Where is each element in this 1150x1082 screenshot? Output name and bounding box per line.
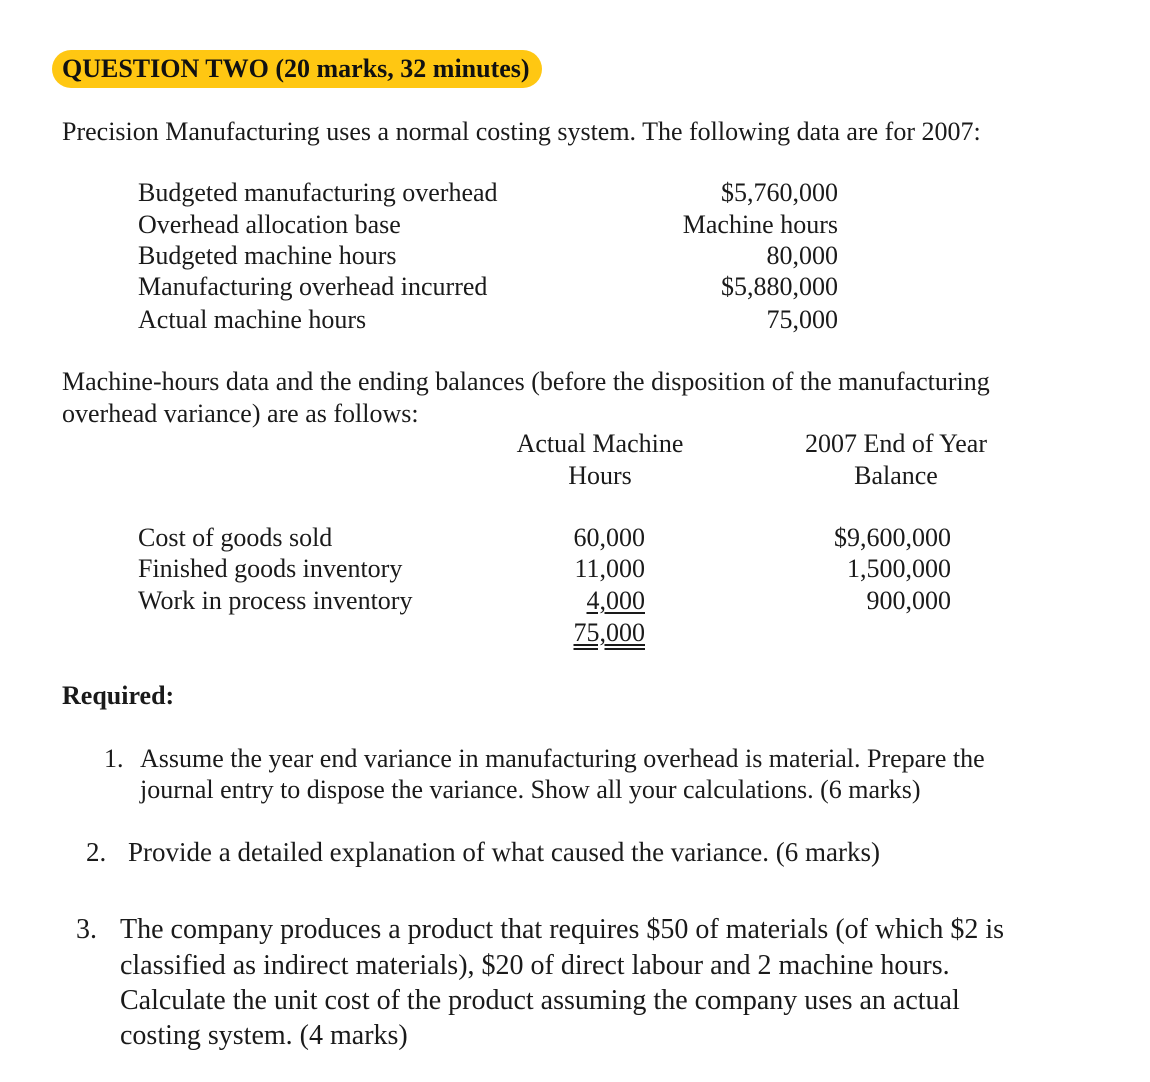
question-3-line3: Calculate the unit cost of the product assuming the company uses an actual xyxy=(120,985,960,1016)
table-row-balance-1: 1,500,000 xyxy=(847,554,951,583)
table-row-balance-0: $9,600,000 xyxy=(834,523,951,552)
question-heading: QUESTION TWO (20 marks, 32 minutes) xyxy=(52,50,542,88)
col-header-hours-line1: Actual Machine xyxy=(516,429,684,458)
col-header-balance-line1: 2007 End of Year xyxy=(805,429,987,458)
col-header-balance-line2: Balance xyxy=(854,461,938,490)
table-row-label-0: Cost of goods sold xyxy=(138,523,333,552)
budget-value-4: 75,000 xyxy=(766,305,838,334)
question-2-number: 2. xyxy=(86,837,107,867)
machine-intro-line1: Machine-hours data and the ending balances (before the disposition of the manufacturing xyxy=(62,367,990,396)
table-row-hours-2 xyxy=(540,585,645,616)
table-total-hours xyxy=(540,617,645,648)
table-total-hours-value: 75,000 xyxy=(573,618,645,647)
budget-label-1: Overhead allocation base xyxy=(138,210,401,239)
budget-label-3: Manufacturing overhead incurred xyxy=(138,272,488,301)
question-2-line1: Provide a detailed explanation of what caused the variance. (6 marks) xyxy=(128,837,880,867)
col-header-hours-line2: Hours xyxy=(568,461,632,490)
question-3-number: 3. xyxy=(76,914,97,945)
table-row-balance-2: 900,000 xyxy=(866,586,951,615)
budget-value-0: $5,760,000 xyxy=(721,178,838,207)
question-3-line2: classified as indirect materials), $20 of direct labour and 2 machine hours. xyxy=(120,950,950,981)
table-row-hours-1: 11,000 xyxy=(574,554,645,583)
question-3-line4: costing system. (4 marks) xyxy=(120,1020,408,1051)
question-1-number: 1. xyxy=(104,744,124,773)
table-row-hours-2-value: 4,000 xyxy=(586,586,645,615)
question-1-line1: Assume the year end variance in manufacturing overhead is material. Prepare the xyxy=(140,744,985,773)
intro-paragraph: Precision Manufacturing uses a normal costing system. The following data are for 2007: xyxy=(62,117,981,146)
budget-label-4: Actual machine hours xyxy=(138,305,367,334)
question-1-line2: journal entry to dispose the variance. Show all your calculations. (6 marks) xyxy=(140,775,921,804)
table-row-hours-0: 60,000 xyxy=(573,523,645,552)
budget-value-1: Machine hours xyxy=(682,210,838,239)
machine-intro-line2: overhead variance) are as follows: xyxy=(62,399,419,428)
question-3-line1: The company produces a product that requires $50 of materials (of which $2 is xyxy=(120,914,1005,945)
required-label: Required: xyxy=(62,681,175,710)
budget-value-3: $5,880,000 xyxy=(721,272,838,301)
budget-label-2: Budgeted machine hours xyxy=(138,241,397,270)
budget-value-2: 80,000 xyxy=(766,241,838,270)
table-row-label-1: Finished goods inventory xyxy=(138,554,403,583)
budget-label-0: Budgeted manufacturing overhead xyxy=(138,178,498,207)
table-row-label-2: Work in process inventory xyxy=(138,586,413,615)
